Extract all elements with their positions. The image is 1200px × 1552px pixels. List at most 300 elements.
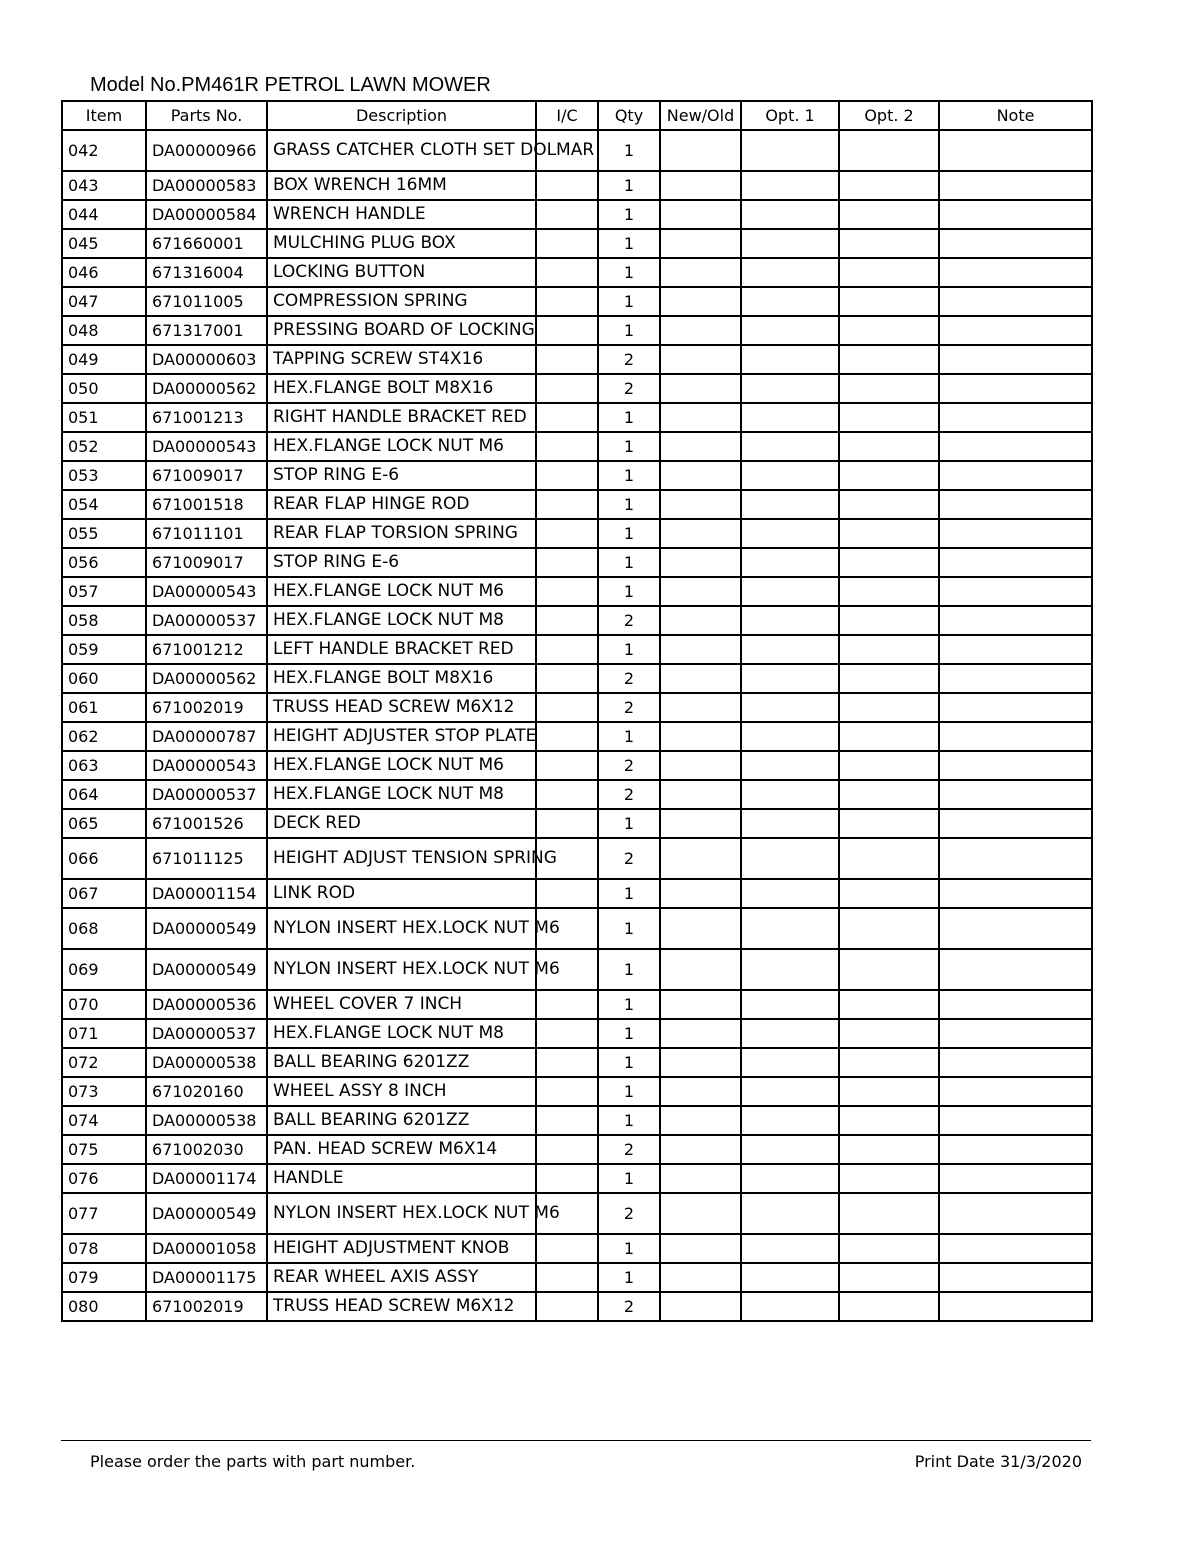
- item-cell: 042: [62, 130, 146, 171]
- qty-cell: 1: [598, 1048, 660, 1077]
- qty-cell: 1: [598, 1263, 660, 1292]
- item-cell: 052: [62, 432, 146, 461]
- footer-print-date: Print Date 31/3/2020: [914, 1452, 1082, 1471]
- table-row: [62, 258, 1092, 287]
- qty-cell: 1: [598, 200, 660, 229]
- qty-cell: 1: [598, 461, 660, 490]
- opt2-cell: [839, 1234, 939, 1263]
- column-header-ic: I/C: [536, 101, 598, 130]
- note-cell: [939, 1292, 1092, 1321]
- opt2-cell: [839, 519, 939, 548]
- parts-no-cell: DA00001175: [146, 1263, 267, 1292]
- parts-no-cell: 671316004: [146, 258, 267, 287]
- column-header-description: Description: [267, 101, 536, 130]
- ic-cell: [536, 879, 598, 908]
- note-cell: [939, 1048, 1092, 1077]
- note-cell: [939, 519, 1092, 548]
- ic-cell: [536, 374, 598, 403]
- column-header-parts-no: Parts No.: [146, 101, 267, 130]
- table-row: [62, 374, 1092, 403]
- qty-cell: 2: [598, 780, 660, 809]
- description-cell: WHEEL ASSY 8 INCH: [267, 1077, 536, 1106]
- note-cell: [939, 1164, 1092, 1193]
- table-row: [62, 780, 1092, 809]
- description-cell: HEIGHT ADJUSTMENT KNOB: [267, 1234, 536, 1263]
- opt2-cell: [839, 879, 939, 908]
- qty-cell: 1: [598, 130, 660, 171]
- description-cell: MULCHING PLUG BOX: [267, 229, 536, 258]
- qty-cell: 2: [598, 345, 660, 374]
- table-row: [62, 751, 1092, 780]
- item-cell: 077: [62, 1193, 146, 1234]
- opt2-cell: [839, 287, 939, 316]
- parts-no-cell: DA00000538: [146, 1106, 267, 1135]
- qty-cell: 1: [598, 1077, 660, 1106]
- qty-cell: 1: [598, 722, 660, 751]
- opt1-cell: [741, 838, 839, 879]
- note-cell: [939, 1135, 1092, 1164]
- opt2-cell: [839, 490, 939, 519]
- parts-no-cell: 671001518: [146, 490, 267, 519]
- parts-no-cell: DA00000549: [146, 1193, 267, 1234]
- footer-divider: [61, 1440, 1091, 1441]
- item-cell: 048: [62, 316, 146, 345]
- ic-cell: [536, 990, 598, 1019]
- parts-no-cell: 671660001: [146, 229, 267, 258]
- note-cell: [939, 461, 1092, 490]
- description-cell: HEX.FLANGE BOLT M8X16: [267, 664, 536, 693]
- item-cell: 065: [62, 809, 146, 838]
- description-cell: BOX WRENCH 16MM: [267, 171, 536, 200]
- description-cell: LEFT HANDLE BRACKET RED: [267, 635, 536, 664]
- new-old-cell: [660, 1019, 741, 1048]
- opt1-cell: [741, 403, 839, 432]
- parts-no-cell: 671011125: [146, 838, 267, 879]
- table-row: [62, 461, 1092, 490]
- description-cell: GRASS CATCHER CLOTH SET DOLMAR: [267, 130, 536, 171]
- qty-cell: 1: [598, 519, 660, 548]
- column-header-opt1: Opt. 1: [741, 101, 839, 130]
- qty-cell: 1: [598, 949, 660, 990]
- note-cell: [939, 879, 1092, 908]
- parts-no-cell: 671002019: [146, 693, 267, 722]
- item-cell: 069: [62, 949, 146, 990]
- qty-cell: 2: [598, 374, 660, 403]
- note-cell: [939, 490, 1092, 519]
- item-cell: 080: [62, 1292, 146, 1321]
- item-cell: 064: [62, 780, 146, 809]
- description-cell: LINK ROD: [267, 879, 536, 908]
- opt2-cell: [839, 1106, 939, 1135]
- page-title: Model No.PM461R PETROL LAWN MOWER: [90, 74, 491, 96]
- opt2-cell: [839, 1164, 939, 1193]
- opt2-cell: [839, 1292, 939, 1321]
- note-cell: [939, 1263, 1092, 1292]
- note-cell: [939, 664, 1092, 693]
- note-cell: [939, 809, 1092, 838]
- parts-no-cell: DA00000584: [146, 200, 267, 229]
- ic-cell: [536, 287, 598, 316]
- parts-table-body: [62, 130, 1092, 1321]
- qty-cell: 1: [598, 548, 660, 577]
- opt2-cell: [839, 838, 939, 879]
- table-row: [62, 1193, 1092, 1234]
- table-row: [62, 908, 1092, 949]
- description-cell: STOP RING E-6: [267, 461, 536, 490]
- qty-cell: 1: [598, 258, 660, 287]
- table-row: [62, 1263, 1092, 1292]
- parts-no-cell: DA00001154: [146, 879, 267, 908]
- table-row: [62, 130, 1092, 171]
- parts-no-cell: DA00000966: [146, 130, 267, 171]
- description-cell: HEX.FLANGE BOLT M8X16: [267, 374, 536, 403]
- description-cell: HEX.FLANGE LOCK NUT M8: [267, 1019, 536, 1048]
- opt2-cell: [839, 374, 939, 403]
- ic-cell: [536, 171, 598, 200]
- opt1-cell: [741, 879, 839, 908]
- opt1-cell: [741, 908, 839, 949]
- parts-no-cell: 671001526: [146, 809, 267, 838]
- table-row: [62, 490, 1092, 519]
- new-old-cell: [660, 949, 741, 990]
- ic-cell: [536, 1106, 598, 1135]
- description-cell: STOP RING E-6: [267, 548, 536, 577]
- parts-no-cell: DA00000538: [146, 1048, 267, 1077]
- ic-cell: [536, 606, 598, 635]
- table-row: [62, 432, 1092, 461]
- note-cell: [939, 1106, 1092, 1135]
- note-cell: [939, 374, 1092, 403]
- parts-no-cell: 671009017: [146, 461, 267, 490]
- table-row: [62, 606, 1092, 635]
- parts-table: [61, 100, 1093, 1322]
- note-cell: [939, 1019, 1092, 1048]
- table-row: [62, 879, 1092, 908]
- parts-no-cell: DA00000549: [146, 908, 267, 949]
- ic-cell: [536, 258, 598, 287]
- opt1-cell: [741, 780, 839, 809]
- new-old-cell: [660, 838, 741, 879]
- opt1-cell: [741, 1234, 839, 1263]
- opt1-cell: [741, 1164, 839, 1193]
- new-old-cell: [660, 316, 741, 345]
- note-cell: [939, 130, 1092, 171]
- item-cell: 055: [62, 519, 146, 548]
- description-cell: HEX.FLANGE LOCK NUT M6: [267, 432, 536, 461]
- qty-cell: 1: [598, 1234, 660, 1263]
- qty-cell: 1: [598, 490, 660, 519]
- item-cell: 078: [62, 1234, 146, 1263]
- opt2-cell: [839, 693, 939, 722]
- opt1-cell: [741, 1106, 839, 1135]
- ic-cell: [536, 635, 598, 664]
- opt2-cell: [839, 1048, 939, 1077]
- table-row: [62, 693, 1092, 722]
- item-cell: 073: [62, 1077, 146, 1106]
- opt2-cell: [839, 316, 939, 345]
- qty-cell: 1: [598, 908, 660, 949]
- table-row: [62, 548, 1092, 577]
- column-header-qty: Qty: [598, 101, 660, 130]
- qty-cell: 1: [598, 1019, 660, 1048]
- opt2-cell: [839, 722, 939, 751]
- description-cell: TRUSS HEAD SCREW M6X12: [267, 1292, 536, 1321]
- ic-cell: [536, 1019, 598, 1048]
- parts-no-cell: DA00000543: [146, 577, 267, 606]
- parts-no-cell: DA00000787: [146, 722, 267, 751]
- description-cell: REAR WHEEL AXIS ASSY: [267, 1263, 536, 1292]
- qty-cell: 1: [598, 879, 660, 908]
- qty-cell: 2: [598, 838, 660, 879]
- table-row: [62, 229, 1092, 258]
- ic-cell: [536, 693, 598, 722]
- ic-cell: [536, 1135, 598, 1164]
- parts-no-cell: DA00000543: [146, 751, 267, 780]
- opt1-cell: [741, 606, 839, 635]
- new-old-cell: [660, 130, 741, 171]
- qty-cell: 1: [598, 635, 660, 664]
- new-old-cell: [660, 664, 741, 693]
- qty-cell: 2: [598, 606, 660, 635]
- ic-cell: [536, 1048, 598, 1077]
- opt1-cell: [741, 345, 839, 374]
- note-cell: [939, 751, 1092, 780]
- new-old-cell: [660, 229, 741, 258]
- ic-cell: [536, 780, 598, 809]
- qty-cell: 1: [598, 316, 660, 345]
- opt1-cell: [741, 577, 839, 606]
- item-cell: 075: [62, 1135, 146, 1164]
- description-cell: COMPRESSION SPRING: [267, 287, 536, 316]
- new-old-cell: [660, 490, 741, 519]
- new-old-cell: [660, 432, 741, 461]
- new-old-cell: [660, 461, 741, 490]
- item-cell: 050: [62, 374, 146, 403]
- description-cell: TRUSS HEAD SCREW M6X12: [267, 693, 536, 722]
- qty-cell: 2: [598, 693, 660, 722]
- column-header-opt2: Opt. 2: [839, 101, 939, 130]
- opt2-cell: [839, 258, 939, 287]
- new-old-cell: [660, 1106, 741, 1135]
- opt1-cell: [741, 1135, 839, 1164]
- opt2-cell: [839, 432, 939, 461]
- ic-cell: [536, 577, 598, 606]
- description-cell: HEX.FLANGE LOCK NUT M8: [267, 780, 536, 809]
- item-cell: 074: [62, 1106, 146, 1135]
- new-old-cell: [660, 287, 741, 316]
- description-cell: HEIGHT ADJUSTER STOP PLATE: [267, 722, 536, 751]
- description-cell: BALL BEARING 6201ZZ: [267, 1106, 536, 1135]
- opt1-cell: [741, 171, 839, 200]
- description-cell: HANDLE: [267, 1164, 536, 1193]
- note-cell: [939, 171, 1092, 200]
- new-old-cell: [660, 1164, 741, 1193]
- item-cell: 056: [62, 548, 146, 577]
- ic-cell: [536, 722, 598, 751]
- note-cell: [939, 345, 1092, 374]
- ic-cell: [536, 751, 598, 780]
- parts-no-cell: DA00000562: [146, 374, 267, 403]
- parts-no-cell: 671020160: [146, 1077, 267, 1106]
- new-old-cell: [660, 1193, 741, 1234]
- table-row: [62, 316, 1092, 345]
- parts-no-cell: DA00001058: [146, 1234, 267, 1263]
- parts-no-cell: DA00000583: [146, 171, 267, 200]
- opt2-cell: [839, 751, 939, 780]
- description-cell: REAR FLAP TORSION SPRING: [267, 519, 536, 548]
- new-old-cell: [660, 751, 741, 780]
- description-cell: TAPPING SCREW ST4X16: [267, 345, 536, 374]
- opt2-cell: [839, 635, 939, 664]
- opt2-cell: [839, 664, 939, 693]
- opt1-cell: [741, 130, 839, 171]
- note-cell: [939, 949, 1092, 990]
- new-old-cell: [660, 908, 741, 949]
- item-cell: 043: [62, 171, 146, 200]
- opt1-cell: [741, 1193, 839, 1234]
- opt1-cell: [741, 490, 839, 519]
- note-cell: [939, 287, 1092, 316]
- item-cell: 049: [62, 345, 146, 374]
- ic-cell: [536, 403, 598, 432]
- table-row: [62, 990, 1092, 1019]
- description-cell: DECK RED: [267, 809, 536, 838]
- ic-cell: [536, 548, 598, 577]
- opt2-cell: [839, 130, 939, 171]
- qty-cell: 1: [598, 1164, 660, 1193]
- ic-cell: [536, 229, 598, 258]
- qty-cell: 2: [598, 664, 660, 693]
- opt2-cell: [839, 780, 939, 809]
- qty-cell: 2: [598, 1135, 660, 1164]
- opt1-cell: [741, 200, 839, 229]
- description-cell: WRENCH HANDLE: [267, 200, 536, 229]
- table-row: [62, 519, 1092, 548]
- opt1-cell: [741, 809, 839, 838]
- table-row: [62, 287, 1092, 316]
- table-row: [62, 345, 1092, 374]
- note-cell: [939, 780, 1092, 809]
- parts-no-cell: DA00000543: [146, 432, 267, 461]
- table-row: [62, 664, 1092, 693]
- new-old-cell: [660, 577, 741, 606]
- table-row: [62, 200, 1092, 229]
- opt2-cell: [839, 606, 939, 635]
- opt2-cell: [839, 990, 939, 1019]
- opt2-cell: [839, 577, 939, 606]
- opt1-cell: [741, 722, 839, 751]
- description-cell: NYLON INSERT HEX.LOCK NUT M6: [267, 1193, 536, 1234]
- note-cell: [939, 258, 1092, 287]
- note-cell: [939, 1077, 1092, 1106]
- note-cell: [939, 200, 1092, 229]
- note-cell: [939, 838, 1092, 879]
- table-row: [62, 838, 1092, 879]
- footer-order-note: Please order the parts with part number.: [90, 1452, 416, 1471]
- table-row: [62, 577, 1092, 606]
- opt1-cell: [741, 1019, 839, 1048]
- ic-cell: [536, 432, 598, 461]
- new-old-cell: [660, 990, 741, 1019]
- ic-cell: [536, 490, 598, 519]
- opt2-cell: [839, 548, 939, 577]
- column-header-item: Item: [62, 101, 146, 130]
- new-old-cell: [660, 780, 741, 809]
- opt1-cell: [741, 635, 839, 664]
- opt2-cell: [839, 949, 939, 990]
- note-cell: [939, 548, 1092, 577]
- item-cell: 079: [62, 1263, 146, 1292]
- note-cell: [939, 316, 1092, 345]
- opt1-cell: [741, 548, 839, 577]
- description-cell: REAR FLAP HINGE ROD: [267, 490, 536, 519]
- item-cell: 068: [62, 908, 146, 949]
- new-old-cell: [660, 606, 741, 635]
- opt1-cell: [741, 287, 839, 316]
- opt1-cell: [741, 949, 839, 990]
- opt1-cell: [741, 751, 839, 780]
- opt1-cell: [741, 1263, 839, 1292]
- opt1-cell: [741, 519, 839, 548]
- table-row: [62, 722, 1092, 751]
- table-row: [62, 1077, 1092, 1106]
- opt1-cell: [741, 461, 839, 490]
- item-cell: 045: [62, 229, 146, 258]
- parts-no-cell: 671009017: [146, 548, 267, 577]
- opt1-cell: [741, 990, 839, 1019]
- parts-no-cell: DA00000562: [146, 664, 267, 693]
- opt1-cell: [741, 1077, 839, 1106]
- item-cell: 059: [62, 635, 146, 664]
- new-old-cell: [660, 200, 741, 229]
- description-cell: LOCKING BUTTON: [267, 258, 536, 287]
- description-cell: HEX.FLANGE LOCK NUT M6: [267, 577, 536, 606]
- table-row: [62, 1292, 1092, 1321]
- opt2-cell: [839, 809, 939, 838]
- parts-no-cell: DA00000549: [146, 949, 267, 990]
- description-cell: PRESSING BOARD OF LOCKING: [267, 316, 536, 345]
- new-old-cell: [660, 519, 741, 548]
- opt1-cell: [741, 229, 839, 258]
- new-old-cell: [660, 374, 741, 403]
- note-cell: [939, 693, 1092, 722]
- parts-no-cell: DA00000537: [146, 780, 267, 809]
- qty-cell: 1: [598, 171, 660, 200]
- ic-cell: [536, 1164, 598, 1193]
- ic-cell: [536, 461, 598, 490]
- note-cell: [939, 403, 1092, 432]
- new-old-cell: [660, 635, 741, 664]
- note-cell: [939, 1193, 1092, 1234]
- table-row: [62, 1234, 1092, 1263]
- qty-cell: 2: [598, 1292, 660, 1321]
- new-old-cell: [660, 1292, 741, 1321]
- new-old-cell: [660, 1135, 741, 1164]
- qty-cell: 1: [598, 432, 660, 461]
- table-row: [62, 1106, 1092, 1135]
- opt1-cell: [741, 432, 839, 461]
- parts-no-cell: DA00001174: [146, 1164, 267, 1193]
- parts-no-cell: DA00000603: [146, 345, 267, 374]
- opt1-cell: [741, 316, 839, 345]
- new-old-cell: [660, 403, 741, 432]
- new-old-cell: [660, 693, 741, 722]
- item-cell: 076: [62, 1164, 146, 1193]
- item-cell: 063: [62, 751, 146, 780]
- opt2-cell: [839, 345, 939, 374]
- item-cell: 047: [62, 287, 146, 316]
- description-cell: RIGHT HANDLE BRACKET RED: [267, 403, 536, 432]
